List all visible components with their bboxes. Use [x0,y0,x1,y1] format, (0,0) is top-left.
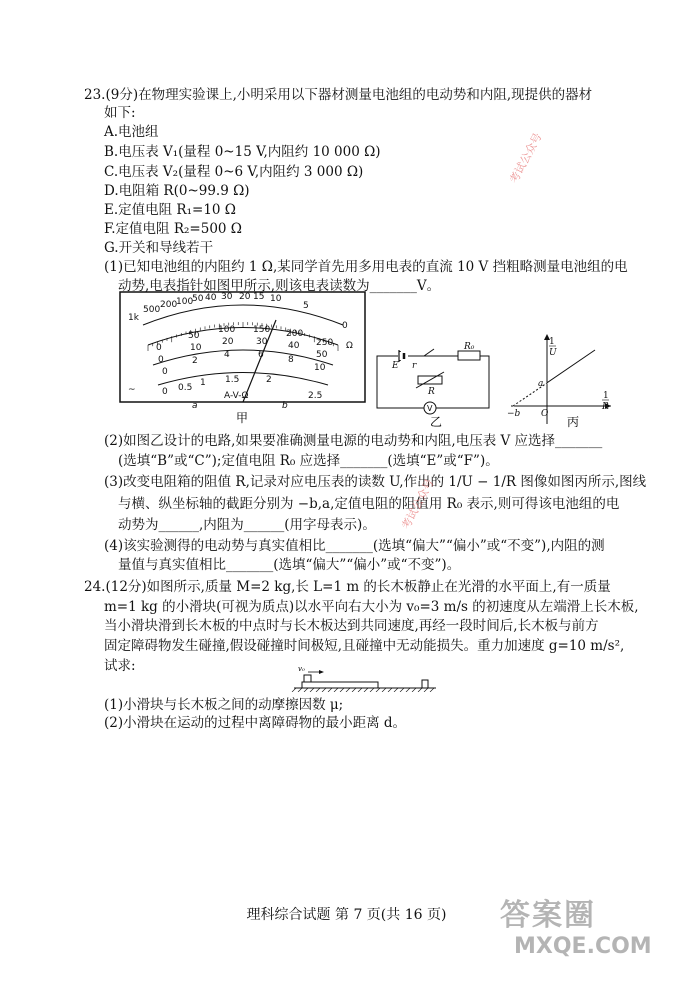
q23-item: F.定值电阻 R₂=500 Ω [104,221,242,237]
meter-omega-label: Ω [346,341,353,351]
meter-scale-top-label: 100 [176,297,194,307]
q23-part1-line1: (1)已知电池组的内阻约 1 Ω,某同学首先用多用电表的直流 10 V 挡粗略测量电池组的电 [104,259,628,275]
meter-scale-mid2-label: 30 [256,337,268,347]
graph-origin: O [541,409,549,419]
meter-left-mark: ~ [128,385,136,395]
meter-scale-low-label: 2 [266,375,272,385]
site-logo [500,890,652,959]
meter-scale-top-label: 200 [160,300,178,310]
q23-item: C.电压表 V₂(量程 0~6 V,内阻约 3 000 Ω) [104,164,364,180]
meter-scale-top-label: 500 [143,305,161,315]
meter-scale-top-label: 0 [342,321,348,331]
meter-scale-mid3-label: 8 [288,355,294,365]
meter-sub-b: b [282,401,288,411]
block-velocity-label: v₀ [298,665,305,673]
graph-y-label-num: 1 [549,337,555,347]
circuit-figure [372,338,502,430]
q23-part4-line1: (4)该实验测得的电动势与真实值相比_______(选填“偏大”“偏小”或“不变”),内阻的测 [104,538,605,554]
q23-part2-line2: (选填“B”或“C”);定值电阻 R₀ 应选择_______(选填“E”或“F”)。 [118,453,499,469]
logo-url: MXQE.COM [514,934,652,959]
circuit-emf-label: E [392,361,399,371]
q24-sub1: (1)小滑块与长木板之间的动摩擦因数 μ; [104,697,344,713]
meter-scale-top-label: 1k [128,313,139,323]
meter-scale-top-label: 50 [192,294,204,304]
figure-caption-bing: 丙 [567,415,580,429]
meter-scale-top-label: 20 [239,292,251,302]
meter-scale-top-label: 40 [205,293,217,303]
circuit-resistor-box-label: R [428,387,435,397]
meter-scale-mid3-label: 10 [314,363,326,373]
multimeter-figure [118,290,368,425]
circuit-voltmeter-label: V [427,404,433,413]
q23-part3-line1: (3)改变电阻箱的阻值 R,记录对应电压表的读数 U,作出的 1/U − 1/R 图像如图丙所示,图线 [104,474,647,490]
q23-header: 23.(9分)在物理实验课上,小明采用以下器材测量电池组的电动势和内阻,现提供的器材 [84,87,593,103]
meter-scale-low-label: 1 [200,378,206,388]
meter-scale-mid-label: 50 [188,331,200,341]
meter-scale-mid-label: 0 [156,343,162,353]
meter-scale-mid2-label: 40 [288,341,300,351]
meter-sub-a: a [192,401,198,411]
q24-sub2: (2)小滑块在运动的过程中离障碍物的最小距离 d。 [104,715,407,731]
graph-x-label-num: 1 [603,391,609,401]
q24-line: 当小滑块滑到长木板的中点时与长木板达到共同速度,再经一段时间后,长木板与前方 [104,618,599,634]
board-block-figure [290,662,440,692]
meter-scale-mid3-label: 0 [162,367,168,377]
q23-part2-line1: (2)如图乙设计的电路,如果要准确测量电源的电动势和内阻,电压表 V 应选择_______ [104,433,603,449]
q24-line: m=1 kg 的小滑块(可视为质点)以水平向右大小为 v₀=3 m/s 的初速度从左端滑上长木板, [104,599,639,615]
meter-scale-low-label: 0 [162,387,168,397]
meter-scale-mid2-label: 50 [316,350,328,360]
meter-scale-mid2-label: 0 [158,355,164,365]
meter-scale-mid-label: 250 [316,338,334,348]
page-footer: 理科综合试题 第 7 页(共 16 页) [246,907,447,923]
q24-line: 固定障碍物发生碰撞,假设碰撞时间极短,且碰撞中无动能损失。重力加速度 g=10 m/s², [104,638,625,654]
watermark-stamp: 考试公众号 [507,130,545,186]
meter-scale-top-label: 10 [270,294,282,304]
meter-scale-top-label: 5 [303,301,309,311]
q23-item: E.定值电阻 R₁=10 Ω [104,202,236,218]
figure-caption-jia: 甲 [236,411,249,425]
meter-scale-mid-label: 150 [253,325,271,335]
q24-header: 24.(12分)如图所示,质量 M=2 kg,长 L=1 m 的长木板静止在光滑的水平面上,有一质量 [84,579,611,595]
graph-x-label-den: R [602,402,609,412]
meter-scale-mid-label: 200 [286,329,304,339]
meter-scale-mid-label: 100 [218,325,236,335]
graph-figure [505,332,613,430]
meter-scale-mid3-label: 4 [224,350,230,360]
q23-item: B.电压表 V₁(量程 0~15 V,内阻约 10 000 Ω) [104,144,381,160]
q23-part1-line2: 动势,电表指针如图甲所示,则该电表读数为_______V。 [118,278,441,294]
watermark-stamp: 考试公众号 [399,476,437,532]
meter-scale-mid3-label: 6 [258,350,264,360]
meter-scale-mid3-label: 2 [192,356,198,366]
q23-header-cont: 如下: [104,105,136,121]
graph-intercept-a: a [538,379,544,389]
graph-y-label-den: U [549,348,557,358]
meter-scale-mid2-label: 20 [222,337,234,347]
meter-scale-top-label: 15 [253,292,265,302]
q23-part3-line3: 动势为______,内阻为______(用字母表示)。 [118,517,376,533]
meter-scale-low-label: 0.5 [178,383,193,393]
circuit-r0-label: R₀ [464,342,475,352]
q23-item: D.电阻箱 R(0~99.9 Ω) [104,183,250,199]
meter-scale-low-label: 2.5 [308,391,323,401]
meter-scale-top-label: 30 [221,292,233,302]
q23-item: G.开关和导线若干 [104,240,214,256]
q23-part3-line2: 与横、纵坐标轴的截距分别为 −b,a,定值电阻的阻值用 R₀ 表示,则可得该电池组的电 [118,496,620,512]
q23-item: A.电池组 [104,124,159,140]
meter-center-label: A-V-Ω [224,391,249,401]
meter-scale-low-label: 1.5 [225,375,240,385]
circuit-internal-r-label: r [412,361,417,371]
q24-line: 试求: [104,658,136,674]
figure-caption-yi: 乙 [430,415,443,429]
meter-scale-mid2-label: 10 [190,343,202,353]
logo-text: 答案圈 [500,898,596,933]
q23-part4-line2: 量值与真实值相比_______(选填“偏大”“偏小”或“不变”)。 [118,557,461,573]
graph-intercept-b: −b [507,409,521,419]
